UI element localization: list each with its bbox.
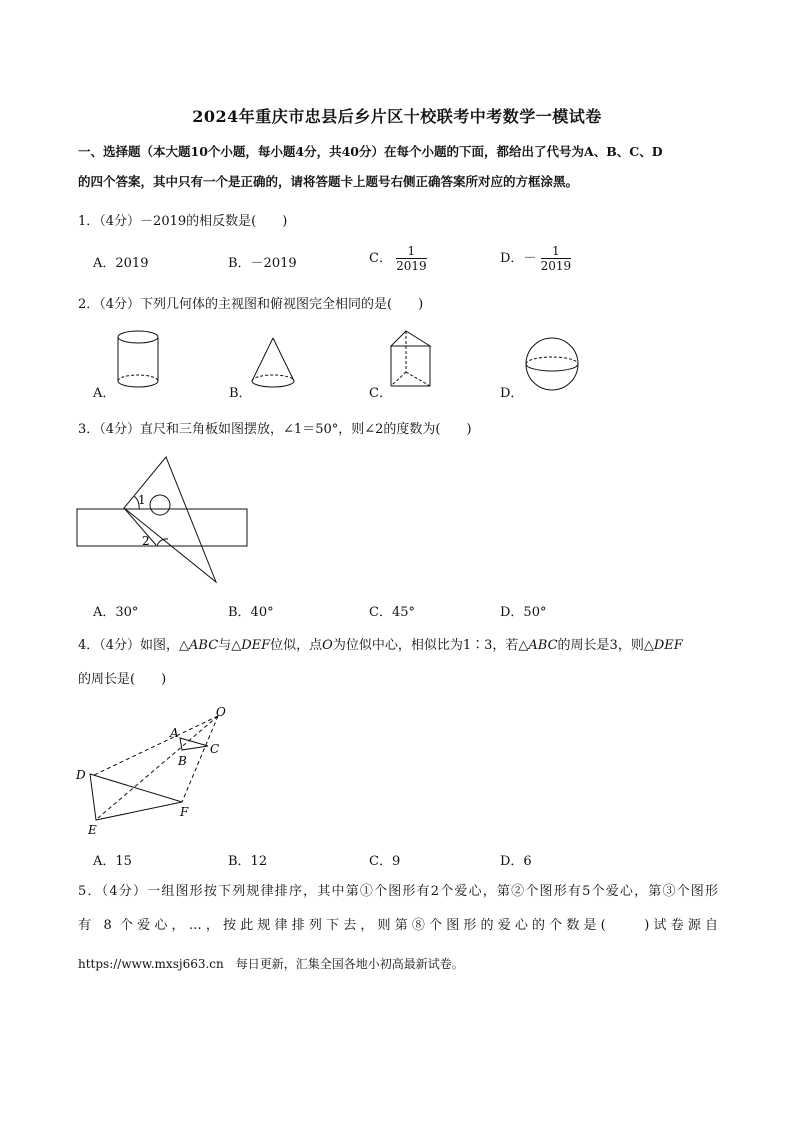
q1-option-d-numerator: 1: [541, 244, 572, 259]
q4-option-a: A．15: [93, 854, 132, 869]
q1-option-c-fraction: [396, 244, 427, 273]
q4-stem-line-2: 的周长是( ): [78, 672, 167, 687]
point-d-label: D: [76, 768, 86, 782]
q4-stem-part-e: ，若: [492, 638, 519, 653]
q4-option-b: B．12: [228, 854, 268, 869]
q1-stem: 1．（4分）－2019的相反数是( ): [78, 214, 288, 229]
q4-option-d: D．6: [500, 854, 532, 869]
q4-triangle-def-2: △DEF: [643, 638, 683, 653]
q5-line-1: 5．（4分）一组图形按下列规律排序，其中第①个图形有2个爱心，第②个图形有5个爱心，第③个图形: [78, 884, 718, 899]
q2-option-d: D．: [500, 386, 524, 401]
page-title: 2024年重庆市忠县后乡片区十校联考中考数学一模试卷: [192, 107, 602, 126]
point-o-label: O: [216, 705, 226, 719]
point-c-label: C: [210, 742, 220, 756]
q3-option-a: A．30°: [93, 605, 139, 620]
q4-stem-line-1: [78, 634, 718, 653]
point-b-label: B: [178, 754, 187, 768]
q4-stem-part-b: 与: [218, 638, 232, 653]
q1-option-d-prefix: D．－: [500, 251, 537, 266]
q3-option-c: C．45°: [369, 605, 415, 620]
cone-figure: [248, 336, 308, 390]
q3-option-d: D．50°: [500, 605, 547, 620]
angle-2-label: 2: [142, 534, 150, 548]
q1-option-c-prefix: C．: [369, 251, 392, 266]
q1-option-d-denominator: 2019: [540, 259, 572, 273]
q5-line-2: 有 8 个爱心，…，按此规律排列下去，则第⑧个图形的爱心的个数是( )试卷源自: [78, 918, 718, 933]
q5-line-3: https://www.mxsj663.cn 每日更新，汇集全国各地小初高最新试卷。: [78, 957, 464, 971]
point-e-label: E: [88, 823, 97, 837]
q4-triangle-def: △DEF: [231, 638, 271, 653]
q4-triangle-abc: △ABC: [179, 638, 219, 653]
q4-triangle-abc-2: △ABC: [518, 638, 558, 653]
q4-ratio: 1∶3: [462, 638, 493, 653]
q1-option-d: [500, 244, 571, 273]
q4-stem-part-d: 为位似中心，相似比为: [332, 638, 463, 653]
triangular-prism-figure: [386, 328, 446, 392]
q4-option-c: C．9: [369, 854, 401, 869]
q1-option-b: B．－2019: [228, 256, 297, 271]
section-instructions-line-1: 一、选择题（本大题10个小题，每小题4分，共40分）在每个小题的下面，都给出了代号为A、B、C、D: [78, 144, 663, 159]
q2-option-b: B．: [229, 386, 252, 401]
q2-option-c: C．: [369, 386, 392, 401]
point-f-label: F: [180, 805, 189, 819]
section-instructions-line-2: 的四个答案，其中只有一个是正确的，请将答题卡上题号右侧正确答案所对应的方框涂黑。: [78, 174, 579, 189]
q1-option-c-numerator: 1: [396, 244, 427, 259]
point-a-label: A: [170, 726, 179, 740]
sphere-figure: [524, 338, 584, 394]
cylinder-figure: [110, 328, 170, 390]
q1-option-c-denominator: 2019: [396, 259, 427, 273]
q4-stem-part-f: 的周长是3，则: [557, 638, 644, 653]
homothety-figure: [74, 704, 234, 837]
angle-1-label: 1: [138, 493, 146, 507]
q1-option-a: A．2019: [93, 256, 149, 271]
q4-center-o: O: [322, 638, 333, 653]
q4-stem-part-c: 位似，点: [270, 638, 323, 653]
q2-option-a: A．: [93, 386, 116, 401]
ruler-triangle-figure: [76, 455, 251, 585]
q3-option-b: B．40°: [228, 605, 274, 620]
q1-option-c: [369, 244, 427, 273]
q3-stem: 3．（4分）直尺和三角板如图摆放，∠1＝50°，则∠2的度数为( ): [78, 422, 472, 437]
q4-stem-part-a: 4．（4分）如图，: [78, 638, 180, 653]
q1-option-d-fraction: [541, 244, 572, 273]
q2-stem: 2．（4分）下列几何体的主视图和俯视图完全相同的是( ): [78, 297, 424, 312]
